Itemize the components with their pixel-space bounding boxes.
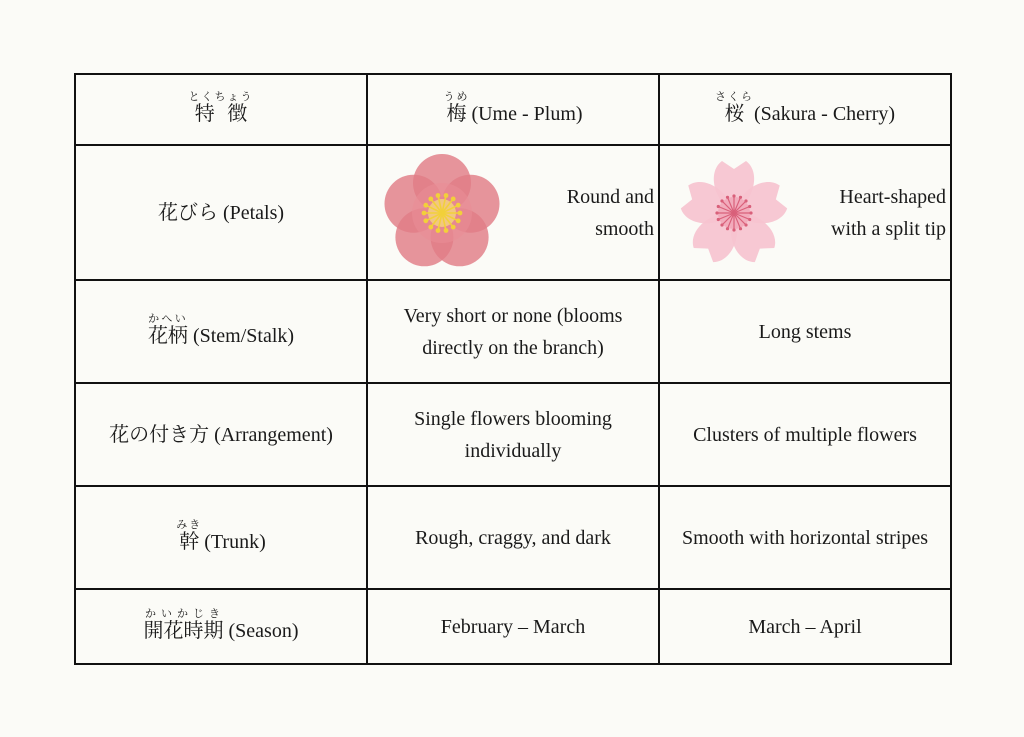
- season-reading: かいかじき: [143, 606, 224, 620]
- stem-kanji: 花柄: [147, 322, 188, 347]
- season-ume-cell: [367, 589, 659, 664]
- arrangement-label-cell: [75, 383, 367, 486]
- header-sakura: [659, 74, 951, 145]
- season-label-cell: [75, 589, 367, 664]
- trunk-row: [75, 486, 951, 589]
- petals-ume-text: Round and smooth: [566, 185, 654, 240]
- trunk-sakura-cell: [659, 486, 951, 589]
- season-sakura-cell: [659, 589, 951, 664]
- header-row: [75, 74, 951, 145]
- stem-sakura-text: Long stems: [758, 320, 852, 343]
- stem-ume-text: Very short or none (blooms directly on the branch): [403, 304, 623, 359]
- petals-sakura-text: Heart-shaped with a split tip: [831, 185, 946, 240]
- season-kanji: 開花時期: [143, 617, 224, 642]
- season-label: (Season): [223, 619, 299, 642]
- header-ume-label: (Ume - Plum): [466, 102, 583, 125]
- header-ume: [367, 74, 659, 145]
- petals-label: 花びら (Petals): [157, 201, 285, 224]
- stem-label-cell: [75, 280, 367, 383]
- stem-ume-cell: [367, 280, 659, 383]
- cherry-blossom-icon: [672, 154, 796, 272]
- header-sakura-reading: さくら: [714, 89, 754, 103]
- arrangement-row: [75, 383, 951, 486]
- arrangement-sakura-cell: [659, 383, 951, 486]
- stem-label: (Stem/Stalk): [187, 324, 295, 347]
- arrangement-sakura-text: Clusters of multiple flowers: [693, 423, 917, 446]
- season-ume-text: February – March: [440, 615, 586, 638]
- header-ume-reading: うめ: [443, 89, 470, 103]
- trunk-ume-cell: [367, 486, 659, 589]
- comparison-sheet: [74, 73, 950, 663]
- petals-sakura-cell: [659, 145, 951, 280]
- header-feature-kanji: 特徴: [188, 100, 254, 125]
- trunk-kanji: 幹: [176, 528, 203, 553]
- trunk-reading: みき: [176, 517, 203, 531]
- petals-row: [75, 145, 951, 280]
- petals-label-cell: [75, 145, 367, 280]
- header-sakura-kanji: 桜: [714, 100, 754, 125]
- trunk-label: (Trunk): [199, 530, 266, 553]
- stem-row: [75, 280, 951, 383]
- season-row: [75, 589, 951, 664]
- trunk-ume-text: Rough, craggy, and dark: [415, 526, 611, 549]
- arrangement-ume-cell: [367, 383, 659, 486]
- trunk-sakura-text: Smooth with horizontal stripes: [681, 526, 929, 549]
- header-sakura-label: (Sakura - Cherry): [748, 102, 896, 125]
- plum-blossom-icon: [380, 154, 504, 272]
- header-ume-kanji: 梅: [443, 100, 470, 125]
- comparison-table: [74, 73, 952, 665]
- petals-ume-cell: [367, 145, 659, 280]
- header-feature-reading: とくちょう: [188, 89, 254, 103]
- season-sakura-text: March – April: [748, 615, 862, 638]
- header-feature: [75, 74, 367, 145]
- stem-sakura-cell: [659, 280, 951, 383]
- stem-reading: かへい: [147, 311, 188, 325]
- arrangement-ume-text: Single flowers blooming individually: [414, 407, 612, 462]
- arrangement-label: 花の付き方 (Arrangement): [109, 423, 333, 446]
- trunk-label-cell: [75, 486, 367, 589]
